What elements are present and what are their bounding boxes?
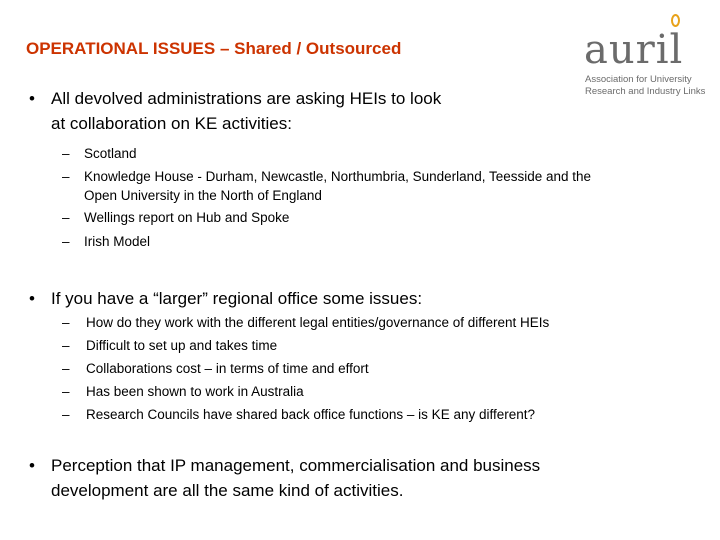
sub-item-text: Wellings report on Hub and Spoke — [84, 210, 290, 225]
dash-icon: – — [62, 315, 70, 330]
auril-logo — [578, 14, 708, 100]
sub-item-text: Irish Model — [84, 234, 151, 249]
dash-icon: – — [62, 169, 70, 184]
dash-icon: – — [62, 146, 70, 161]
logo-subtitle-line2: Research and Industry Links — [585, 86, 706, 97]
sub-item-text: Scotland — [84, 146, 137, 161]
slide-title: OPERATIONAL ISSUES – Shared / Outsourced — [26, 39, 402, 58]
sub-item-text: Knowledge House - Durham, Newcastle, Northumbria, Sunderland, Teesside and the — [84, 169, 592, 184]
logo-accent-ring-icon — [671, 14, 680, 27]
logo-wordmark: auril — [584, 27, 684, 73]
dash-icon: – — [62, 384, 70, 399]
bullet-dot-icon: • — [29, 456, 35, 475]
sub-item-text: How do they work with the different legal entities/governance of different HEIs — [86, 315, 550, 330]
bullet-dot-icon: • — [29, 289, 35, 308]
dash-icon: – — [62, 361, 70, 376]
bullet-1-line1: All devolved administrations are asking HEIs to look — [51, 89, 442, 108]
sub-item-text: Has been shown to work in Australia — [86, 384, 304, 399]
logo-subtitle-line1: Association for University — [585, 74, 692, 85]
bullet-3-line1: Perception that IP management, commercialisation and business — [51, 456, 541, 475]
sub-item-text: Difficult to set up and takes time — [86, 338, 278, 353]
sub-item-text: Collaborations cost – in terms of time and effort — [86, 361, 369, 376]
bullet-3-line2: development are all the same kind of activities. — [51, 481, 404, 500]
bullet-1-line2: at collaboration on KE activities: — [51, 114, 292, 133]
sub-item-text-continuation: Open University in the North of England — [84, 188, 322, 203]
dash-icon: – — [62, 338, 70, 353]
dash-icon: – — [62, 407, 70, 422]
bullet-dot-icon: • — [29, 89, 35, 108]
bullet-2-line1: If you have a “larger” regional office some issues: — [51, 289, 423, 308]
dash-icon: – — [62, 234, 70, 249]
sub-item-text: Research Councils have shared back office functions – is KE any different? — [86, 407, 536, 422]
dash-icon: – — [62, 210, 70, 225]
logo-subtitle — [585, 74, 705, 98]
